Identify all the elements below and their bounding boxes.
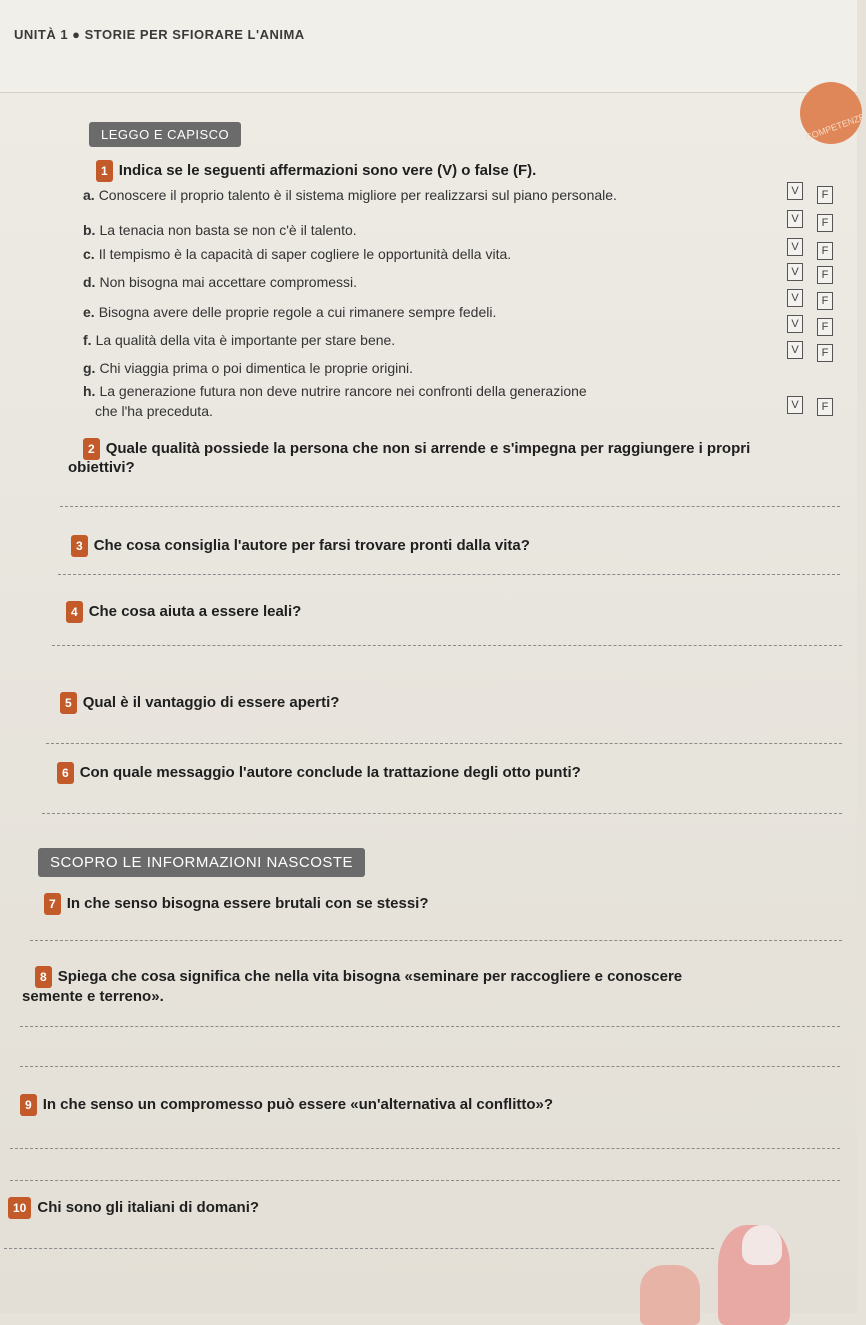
question-6: 6 Con quale messaggio l'autore conclude la trattazione degli otto punti?: [57, 762, 581, 784]
true-checkbox-d[interactable]: V: [787, 263, 803, 281]
true-checkbox-c[interactable]: V: [787, 238, 803, 256]
question-number: 1: [96, 160, 113, 182]
section-badge-leggo: LEGGO E CAPISCO: [89, 122, 241, 147]
true-checkbox-b[interactable]: V: [787, 210, 803, 228]
statement-a: a. Conoscere il proprio talento è il sistema migliore per realizzarsi sul piano personale.: [83, 187, 617, 203]
question-8-continued: semente e terreno».: [22, 988, 164, 1005]
statement-g: g. Chi viaggia prima o poi dimentica le proprie origini.: [83, 360, 414, 376]
question-text: Indica se le seguenti affermazioni sono vere (V) o false (F).: [118, 162, 537, 179]
false-checkbox-g[interactable]: F: [817, 344, 833, 362]
question-4: 4 Che cosa aiuta a essere leali?: [66, 601, 301, 623]
true-checkbox-f[interactable]: V: [787, 315, 803, 333]
competenze-label: COMPETENZE: [804, 111, 866, 143]
answer-line[interactable]: [60, 506, 840, 507]
answer-line[interactable]: [46, 743, 842, 744]
answer-line[interactable]: [58, 574, 840, 575]
false-checkbox-d[interactable]: F: [817, 266, 833, 284]
answer-line[interactable]: [42, 813, 842, 814]
false-checkbox-a[interactable]: F: [817, 186, 833, 204]
question-1: [96, 160, 536, 182]
question-3: 3 Che cosa consiglia l'autore per farsi trovare pronti dalla vita?: [71, 535, 530, 557]
statement-b: b. La tenacia non basta se non c'è il talento.: [83, 222, 357, 238]
answer-line[interactable]: [20, 1026, 840, 1027]
answer-line[interactable]: [10, 1180, 840, 1181]
question-9: 9 In che senso un compromesso può essere «un'alternativa al conflitto»?: [20, 1094, 553, 1116]
finger-photo: [640, 1265, 700, 1325]
question-2-continued: obiettivi?: [68, 459, 135, 476]
question-5: 5 Qual è il vantaggio di essere aperti?: [60, 692, 339, 714]
answer-line[interactable]: [4, 1248, 714, 1249]
false-checkbox-h[interactable]: F: [817, 398, 833, 416]
true-checkbox-g[interactable]: V: [787, 341, 803, 359]
statement-e: e. Bisogna avere delle proprie regole a cui rimanere sempre fedeli.: [83, 304, 497, 320]
unit-title: UNITÀ 1 ● STORIE PER SFIORARE L'ANIMA: [14, 27, 305, 42]
question-10: 10 Chi sono gli italiani di domani?: [8, 1197, 259, 1219]
true-checkbox-e[interactable]: V: [787, 289, 803, 307]
answer-line[interactable]: [30, 940, 842, 941]
answer-line[interactable]: [10, 1148, 840, 1149]
question-2: 2 Quale qualità possiede la persona che non si arrende e s'impegna per raggiungere i propri: [83, 438, 853, 460]
nail-photo: [742, 1225, 782, 1265]
false-checkbox-f[interactable]: F: [817, 318, 833, 336]
answer-line[interactable]: [52, 645, 842, 646]
statement-d: d. Non bisogna mai accettare compromessi.: [83, 274, 358, 290]
statement-f: f. La qualità della vita è importante per stare bene.: [83, 332, 396, 348]
true-checkbox-h[interactable]: V: [787, 396, 803, 414]
question-8: 8 Spiega che cosa significa che nella vita bisogna «seminare per raccogliere e conoscere: [35, 966, 835, 988]
false-checkbox-b[interactable]: F: [817, 214, 833, 232]
answer-line[interactable]: [20, 1066, 840, 1067]
statement-c: c. Il tempismo è la capacità di saper cogliere le opportunità della vita.: [83, 246, 512, 262]
section-badge-scopro: SCOPRO LE INFORMAZIONI NASCOSTE: [38, 848, 365, 877]
true-checkbox-a[interactable]: V: [787, 182, 803, 200]
false-checkbox-e[interactable]: F: [817, 292, 833, 310]
header-strip: [0, 0, 857, 93]
question-7: 7 In che senso bisogna essere brutali con se stessi?: [44, 893, 429, 915]
statement-h-continued: che l'ha preceduta.: [95, 403, 213, 419]
false-checkbox-c[interactable]: F: [817, 242, 833, 260]
statement-h: h. La generazione futura non deve nutrire rancore nei confronti della generazione: [83, 383, 587, 399]
